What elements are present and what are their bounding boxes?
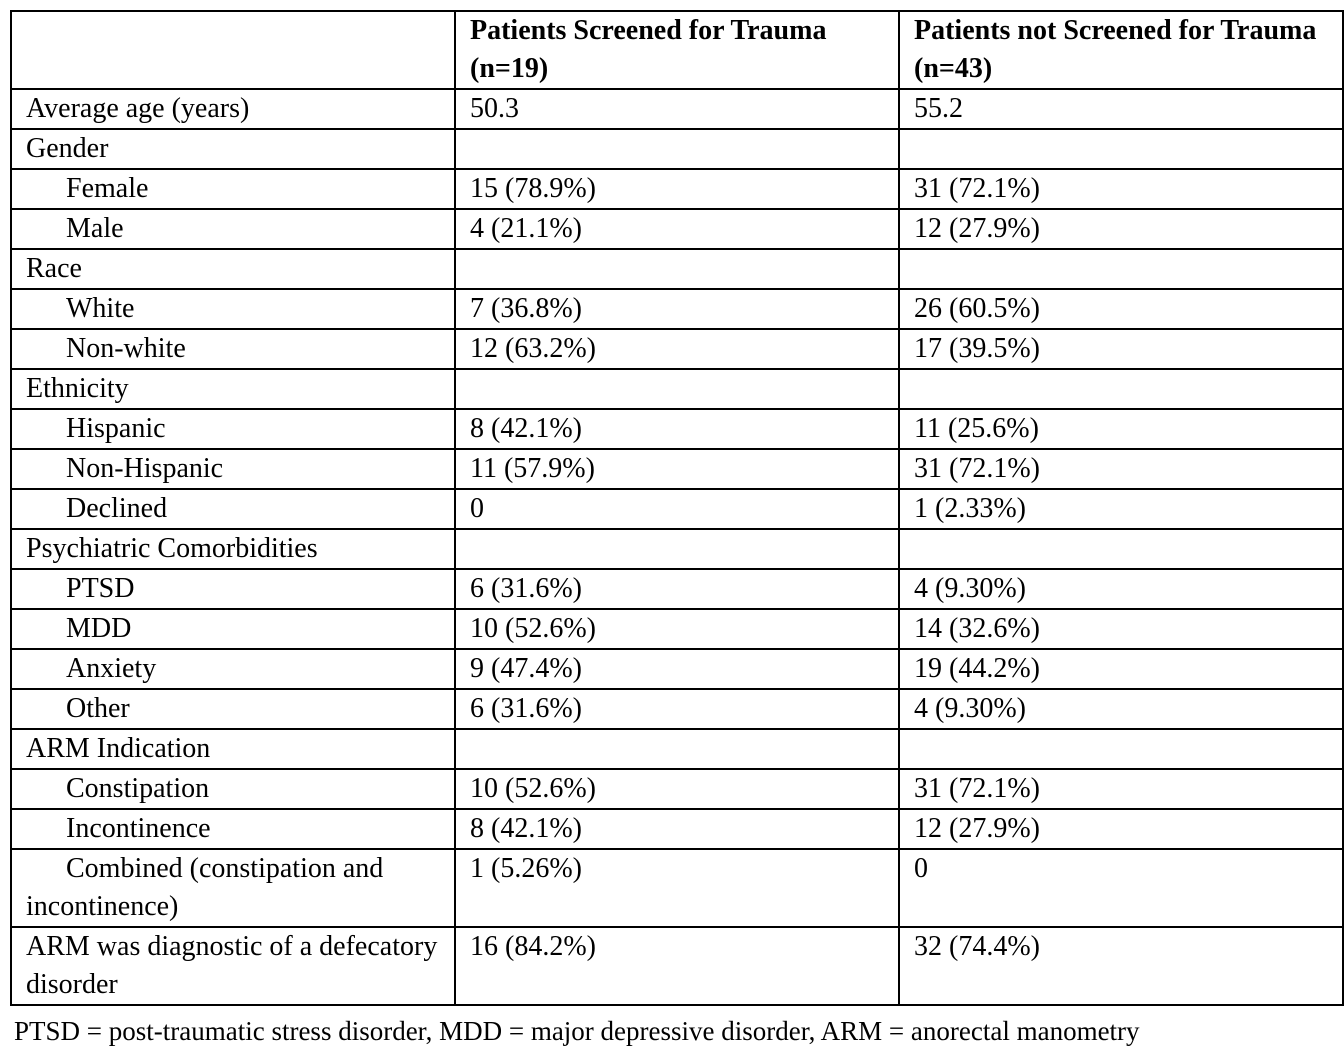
cell-screened [455,129,899,169]
row-label: Ethnicity [11,369,455,409]
row-label: Constipation [11,769,455,809]
header-cell-blank [11,11,455,89]
cell-not-screened: 14 (32.6%) [899,609,1343,649]
row-label: Non-white [11,329,455,369]
row-label: Incontinence [11,809,455,849]
cell-not-screened [899,369,1343,409]
table-row [11,169,1343,209]
cell-screened: 12 (63.2%) [455,329,899,369]
table-row [11,369,1343,409]
table-row [11,609,1343,649]
cell-not-screened [899,729,1343,769]
table-row [11,529,1343,569]
table-row [11,329,1343,369]
cell-not-screened [899,249,1343,289]
cell-not-screened: 31 (72.1%) [899,449,1343,489]
cell-screened: 15 (78.9%) [455,169,899,209]
table-row [11,209,1343,249]
row-label: White [11,289,455,329]
cell-not-screened: 4 (9.30%) [899,689,1343,729]
cell-screened: 10 (52.6%) [455,769,899,809]
table-row [11,729,1343,769]
header-cell-not-screened: Patients not Screened for Trauma (n=43) [899,11,1343,89]
row-label: Race [11,249,455,289]
table-row [11,849,1343,927]
cell-screened: 1 (5.26%) [455,849,899,927]
cell-screened: 8 (42.1%) [455,409,899,449]
header-cell-screened: Patients Screened for Trauma (n=19) [455,11,899,89]
cell-not-screened: 12 (27.9%) [899,209,1343,249]
row-label: ARM was diagnostic of a defecatory disorder [11,927,455,1005]
cell-screened [455,529,899,569]
cell-not-screened: 4 (9.30%) [899,569,1343,609]
cell-screened: 9 (47.4%) [455,649,899,689]
row-label: Male [11,209,455,249]
row-label: Average age (years) [11,89,455,129]
row-label: Combined (constipation and incontinence) [11,849,455,927]
cell-not-screened: 11 (25.6%) [899,409,1343,449]
table-row [11,89,1343,129]
cell-not-screened: 19 (44.2%) [899,649,1343,689]
row-label: ARM Indication [11,729,455,769]
row-label: MDD [11,609,455,649]
cell-not-screened: 17 (39.5%) [899,329,1343,369]
table-row [11,249,1343,289]
row-label: Declined [11,489,455,529]
cell-screened: 16 (84.2%) [455,927,899,1005]
cell-screened [455,729,899,769]
table-row [11,809,1343,849]
table-footnote: PTSD = post-traumatic stress disorder, MDD = major depressive disorder, ARM = anorectal manometry [14,1016,1140,1046]
cell-not-screened: 55.2 [899,89,1343,129]
row-label: Hispanic [11,409,455,449]
table-row [11,569,1343,609]
cell-screened: 8 (42.1%) [455,809,899,849]
table-row [11,769,1343,809]
row-label: Other [11,689,455,729]
row-label: Gender [11,129,455,169]
table-row [11,449,1343,489]
table-header-row [11,11,1343,89]
cell-not-screened [899,529,1343,569]
cell-not-screened: 0 [899,849,1343,927]
row-label: Female [11,169,455,209]
cell-screened: 6 (31.6%) [455,689,899,729]
cell-screened: 4 (21.1%) [455,209,899,249]
table-row [11,489,1343,529]
table-row [11,689,1343,729]
cell-not-screened: 1 (2.33%) [899,489,1343,529]
table-row [11,409,1343,449]
row-label: Psychiatric Comorbidities [11,529,455,569]
cell-not-screened [899,129,1343,169]
cell-screened [455,369,899,409]
cell-screened [455,249,899,289]
cell-screened: 10 (52.6%) [455,609,899,649]
table-row [11,649,1343,689]
cell-screened: 0 [455,489,899,529]
cell-not-screened: 31 (72.1%) [899,169,1343,209]
cell-not-screened: 26 (60.5%) [899,289,1343,329]
demographics-table [10,10,1344,1006]
row-label: PTSD [11,569,455,609]
cell-screened: 7 (36.8%) [455,289,899,329]
table-row [11,289,1343,329]
row-label: Non-Hispanic [11,449,455,489]
row-label: Anxiety [11,649,455,689]
cell-not-screened: 12 (27.9%) [899,809,1343,849]
table-row [11,927,1343,1005]
cell-not-screened: 32 (74.4%) [899,927,1343,1005]
cell-screened: 11 (57.9%) [455,449,899,489]
cell-screened: 6 (31.6%) [455,569,899,609]
table-row [11,129,1343,169]
cell-screened: 50.3 [455,89,899,129]
cell-not-screened: 31 (72.1%) [899,769,1343,809]
